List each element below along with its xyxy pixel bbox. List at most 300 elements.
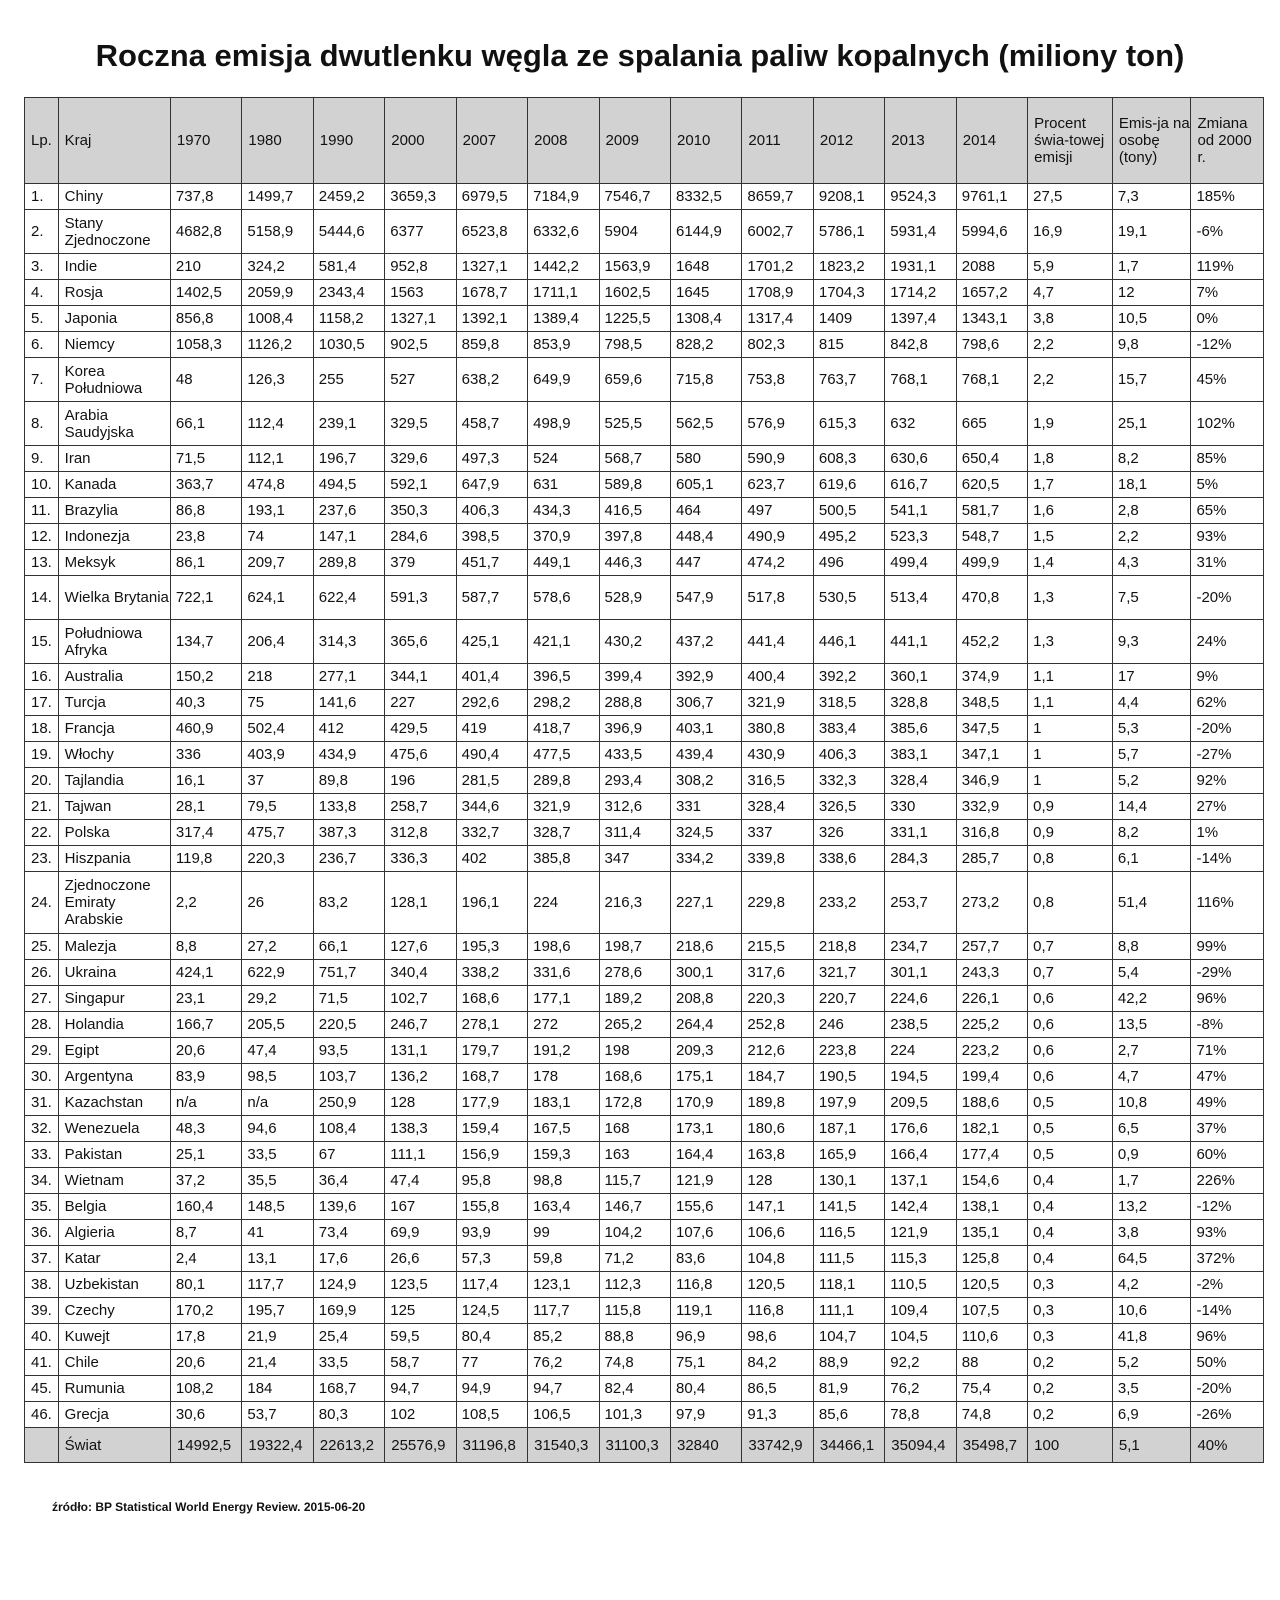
table-cell: 156,9	[456, 1142, 527, 1168]
table-cell: 173,1	[670, 1116, 741, 1142]
table-cell: 184,7	[742, 1064, 813, 1090]
table-cell: 630,6	[885, 446, 956, 472]
table-cell: 29,2	[242, 986, 313, 1012]
table-cell: 128	[385, 1090, 456, 1116]
table-cell: 74	[242, 524, 313, 550]
table-cell: 177,9	[456, 1090, 527, 1116]
row-number: 27.	[25, 986, 59, 1012]
table-cell: 7,5	[1112, 576, 1191, 620]
table-cell: 547,9	[670, 576, 741, 620]
table-cell: 1931,1	[885, 254, 956, 280]
country-name: Malezja	[58, 934, 170, 960]
table-cell: 91,3	[742, 1402, 813, 1428]
table-cell: 430,9	[742, 742, 813, 768]
table-cell: 187,1	[813, 1116, 884, 1142]
table-cell: 591,3	[385, 576, 456, 620]
table-cell: 316,5	[742, 768, 813, 794]
table-cell: 497,3	[456, 446, 527, 472]
table-cell: 1030,5	[313, 332, 384, 358]
table-cell: 400,4	[742, 664, 813, 690]
table-cell: 0,4	[1028, 1220, 1113, 1246]
table-cell: 167	[385, 1194, 456, 1220]
country-name: Korea Południowa	[58, 358, 170, 402]
table-cell: 412	[313, 716, 384, 742]
table-cell: 0,5	[1028, 1090, 1113, 1116]
table-cell: 2,2	[1112, 524, 1191, 550]
table-cell: 6144,9	[670, 210, 741, 254]
table-cell: 578,6	[528, 576, 599, 620]
table-cell: 402	[456, 846, 527, 872]
table-cell: 5,3	[1112, 716, 1191, 742]
table-cell: 350,3	[385, 498, 456, 524]
row-number: 4.	[25, 280, 59, 306]
table-cell: 620,5	[956, 472, 1027, 498]
table-cell: 308,2	[670, 768, 741, 794]
table-cell: 853,9	[528, 332, 599, 358]
table-cell: 125,8	[956, 1246, 1027, 1272]
table-cell: 6979,5	[456, 184, 527, 210]
table-cell: 112,4	[242, 402, 313, 446]
table-row	[25, 1168, 1264, 1194]
table-cell: 5786,1	[813, 210, 884, 254]
table-cell: 317,6	[742, 960, 813, 986]
table-cell: 278,6	[599, 960, 670, 986]
table-cell: 632	[885, 402, 956, 446]
table-cell: 77	[456, 1350, 527, 1376]
table-cell: 500,5	[813, 498, 884, 524]
country-name: Arabia Saudyjska	[58, 402, 170, 446]
table-row	[25, 820, 1264, 846]
table-cell: 722,1	[170, 576, 241, 620]
table-cell: 233,2	[813, 872, 884, 934]
table-cell: 115,7	[599, 1168, 670, 1194]
table-cell: 9208,1	[813, 184, 884, 210]
table-cell: 239,1	[313, 402, 384, 446]
row-number: 14.	[25, 576, 59, 620]
table-cell: 441,1	[885, 620, 956, 664]
table-cell: 622,9	[242, 960, 313, 986]
table-cell: 37%	[1191, 1116, 1264, 1142]
table-cell: 146,7	[599, 1194, 670, 1220]
table-cell: 209,5	[885, 1090, 956, 1116]
table-row	[25, 716, 1264, 742]
table-cell: 84,2	[742, 1350, 813, 1376]
table-cell: 83,2	[313, 872, 384, 934]
table-cell: 142,4	[885, 1194, 956, 1220]
table-cell: 332,3	[813, 768, 884, 794]
table-cell: 293,4	[599, 768, 670, 794]
footer-cell: 32840	[670, 1428, 741, 1463]
column-header: Zmiana od 2000 r.	[1191, 98, 1264, 184]
table-cell: 616,7	[885, 472, 956, 498]
table-cell: 0,6	[1028, 986, 1113, 1012]
row-number: 16.	[25, 664, 59, 690]
footer-cell: 22613,2	[313, 1428, 384, 1463]
table-cell: 474,8	[242, 472, 313, 498]
table-cell: 284,3	[885, 846, 956, 872]
table-cell: 513,4	[885, 576, 956, 620]
table-cell: 608,3	[813, 446, 884, 472]
table-cell: 24%	[1191, 620, 1264, 664]
table-cell: 763,7	[813, 358, 884, 402]
column-header: 1970	[170, 98, 241, 184]
table-cell: 1,7	[1112, 254, 1191, 280]
country-name: Australia	[58, 664, 170, 690]
table-cell: 5,4	[1112, 960, 1191, 986]
table-cell: 98,8	[528, 1168, 599, 1194]
table-cell: 802,3	[742, 332, 813, 358]
table-cell: 447	[670, 550, 741, 576]
table-cell: 119%	[1191, 254, 1264, 280]
table-cell: 902,5	[385, 332, 456, 358]
table-cell: 198,6	[528, 934, 599, 960]
country-name: Katar	[58, 1246, 170, 1272]
table-cell: 25,4	[313, 1324, 384, 1350]
table-cell: 138,3	[385, 1116, 456, 1142]
table-cell: 33,5	[313, 1350, 384, 1376]
table-cell: 176,6	[885, 1116, 956, 1142]
table-cell: -29%	[1191, 960, 1264, 986]
row-number: 17.	[25, 690, 59, 716]
column-header: Kraj	[58, 98, 170, 184]
world-label: Świat	[58, 1428, 170, 1463]
table-cell: 363,7	[170, 472, 241, 498]
table-cell: 306,7	[670, 690, 741, 716]
table-cell: 2459,2	[313, 184, 384, 210]
table-cell: 292,6	[456, 690, 527, 716]
table-cell: 116,5	[813, 1220, 884, 1246]
table-cell: 1,7	[1112, 1168, 1191, 1194]
table-cell: 0,4	[1028, 1194, 1113, 1220]
table-cell: 17	[1112, 664, 1191, 690]
table-cell: 1711,1	[528, 280, 599, 306]
table-cell: 42,2	[1112, 986, 1191, 1012]
table-row	[25, 524, 1264, 550]
table-cell: 9761,1	[956, 184, 1027, 210]
table-row	[25, 986, 1264, 1012]
table-cell: 272	[528, 1012, 599, 1038]
table-row	[25, 960, 1264, 986]
row-number: 46.	[25, 1402, 59, 1428]
table-cell: 952,8	[385, 254, 456, 280]
table-cell: 528,9	[599, 576, 670, 620]
table-cell: 20,6	[170, 1350, 241, 1376]
table-cell: 328,4	[742, 794, 813, 820]
table-cell: 2343,4	[313, 280, 384, 306]
table-row	[25, 664, 1264, 690]
table-cell: 1,6	[1028, 498, 1113, 524]
table-cell: 278,1	[456, 1012, 527, 1038]
table-row	[25, 1064, 1264, 1090]
table-cell: 344,1	[385, 664, 456, 690]
country-name: Polska	[58, 820, 170, 846]
table-cell: 2,2	[170, 872, 241, 934]
table-cell: 374,9	[956, 664, 1027, 690]
table-footer-row	[25, 1428, 1264, 1463]
table-cell: 208,8	[670, 986, 741, 1012]
table-cell: 392,2	[813, 664, 884, 690]
row-number: 20.	[25, 768, 59, 794]
table-cell: 1704,3	[813, 280, 884, 306]
table-cell: 26	[242, 872, 313, 934]
table-cell: 326	[813, 820, 884, 846]
table-cell: 3,5	[1112, 1376, 1191, 1402]
table-cell: 372%	[1191, 1246, 1264, 1272]
column-header: 2011	[742, 98, 813, 184]
table-cell: 48,3	[170, 1116, 241, 1142]
table-row	[25, 332, 1264, 358]
table-cell: 252,8	[742, 1012, 813, 1038]
table-cell: 93,9	[456, 1220, 527, 1246]
table-cell: 1126,2	[242, 332, 313, 358]
table-cell: 326,5	[813, 794, 884, 820]
table-cell: 397,8	[599, 524, 670, 550]
table-row	[25, 184, 1264, 210]
table-cell: 104,7	[813, 1324, 884, 1350]
table-cell: 21,9	[242, 1324, 313, 1350]
table-cell: 102	[385, 1402, 456, 1428]
table-cell: 1	[1028, 768, 1113, 794]
table-cell: 498,9	[528, 402, 599, 446]
table-cell: 490,9	[742, 524, 813, 550]
table-cell: 477,5	[528, 742, 599, 768]
table-cell: 223,8	[813, 1038, 884, 1064]
table-cell: 0,9	[1028, 820, 1113, 846]
table-cell: 496	[813, 550, 884, 576]
table-row	[25, 794, 1264, 820]
table-cell: 137,1	[885, 1168, 956, 1194]
country-name: Chile	[58, 1350, 170, 1376]
table-cell: 346,9	[956, 768, 1027, 794]
table-cell: 16,9	[1028, 210, 1113, 254]
table-cell: 88,9	[813, 1350, 884, 1376]
table-cell: 1678,7	[456, 280, 527, 306]
table-cell: 1327,1	[456, 254, 527, 280]
table-cell: 6,5	[1112, 1116, 1191, 1142]
table-cell: 499,9	[956, 550, 1027, 576]
table-cell: 470,8	[956, 576, 1027, 620]
table-cell: 383,4	[813, 716, 884, 742]
table-cell: 329,6	[385, 446, 456, 472]
table-cell: 79,5	[242, 794, 313, 820]
table-cell: 9524,3	[885, 184, 956, 210]
table-cell: 94,7	[528, 1376, 599, 1402]
table-cell: 798,5	[599, 332, 670, 358]
table-cell: 311,4	[599, 820, 670, 846]
table-row	[25, 550, 1264, 576]
table-cell: 80,4	[456, 1324, 527, 1350]
table-cell: 497	[742, 498, 813, 524]
table-cell: 218,8	[813, 934, 884, 960]
table-cell: 434,3	[528, 498, 599, 524]
table-cell: 0,6	[1028, 1038, 1113, 1064]
table-cell: 229,8	[742, 872, 813, 934]
table-cell: 475,7	[242, 820, 313, 846]
table-cell: 502,4	[242, 716, 313, 742]
table-cell: 421,1	[528, 620, 599, 664]
table-cell: 425,1	[456, 620, 527, 664]
table-cell: 163	[599, 1142, 670, 1168]
table-cell: 108,5	[456, 1402, 527, 1428]
table-cell: 93%	[1191, 1220, 1264, 1246]
table-cell: 8,2	[1112, 446, 1191, 472]
table-cell: 86,1	[170, 550, 241, 576]
row-number: 7.	[25, 358, 59, 402]
row-number: 19.	[25, 742, 59, 768]
table-cell: 121,9	[885, 1220, 956, 1246]
country-name: Singapur	[58, 986, 170, 1012]
table-cell: 517,8	[742, 576, 813, 620]
table-cell: 1499,7	[242, 184, 313, 210]
table-cell: 31%	[1191, 550, 1264, 576]
table-cell: 1,8	[1028, 446, 1113, 472]
table-cell: 36,4	[313, 1168, 384, 1194]
row-number: 40.	[25, 1324, 59, 1350]
column-header: 2009	[599, 98, 670, 184]
table-cell: 2088	[956, 254, 1027, 280]
row-number: 25.	[25, 934, 59, 960]
table-cell: 289,8	[313, 550, 384, 576]
table-cell: 338,6	[813, 846, 884, 872]
table-cell: 75	[242, 690, 313, 716]
table-cell: 195,3	[456, 934, 527, 960]
table-cell: 647,9	[456, 472, 527, 498]
table-cell: 120,5	[742, 1272, 813, 1298]
table-cell: 106,5	[528, 1402, 599, 1428]
table-cell: 75,1	[670, 1350, 741, 1376]
table-cell: 5158,9	[242, 210, 313, 254]
table-cell: 71,5	[313, 986, 384, 1012]
table-cell: 1308,4	[670, 306, 741, 332]
table-cell: 0,4	[1028, 1168, 1113, 1194]
row-number: 23.	[25, 846, 59, 872]
table-row	[25, 690, 1264, 716]
country-name: Egipt	[58, 1038, 170, 1064]
table-cell: 112,3	[599, 1272, 670, 1298]
table-cell: 581,4	[313, 254, 384, 280]
table-cell: 80,1	[170, 1272, 241, 1298]
table-cell: 196,1	[456, 872, 527, 934]
table-cell: 317,4	[170, 820, 241, 846]
country-name: Algieria	[58, 1220, 170, 1246]
table-cell: 76,2	[528, 1350, 599, 1376]
table-cell: 541,1	[885, 498, 956, 524]
footer-cell: 19322,4	[242, 1428, 313, 1463]
table-cell: 104,5	[885, 1324, 956, 1350]
table-cell: 246	[813, 1012, 884, 1038]
table-cell: 74,8	[956, 1402, 1027, 1428]
table-cell: 0,2	[1028, 1350, 1113, 1376]
footer-cell: 31196,8	[456, 1428, 527, 1463]
table-row	[25, 280, 1264, 306]
table-cell: 1645	[670, 280, 741, 306]
table-cell: 8,8	[1112, 934, 1191, 960]
table-cell: 78,8	[885, 1402, 956, 1428]
table-cell: 59,5	[385, 1324, 456, 1350]
footer-cell: 35498,7	[956, 1428, 1027, 1463]
country-name: Tajwan	[58, 794, 170, 820]
table-cell: 237,6	[313, 498, 384, 524]
table-cell: 406,3	[813, 742, 884, 768]
table-cell: 1,3	[1028, 620, 1113, 664]
table-cell: 198	[599, 1038, 670, 1064]
source-note: źródło: BP Statistical World Energy Review. 2015-06-20	[52, 1500, 366, 1514]
row-number: 24.	[25, 872, 59, 934]
country-name: Iran	[58, 446, 170, 472]
table-cell: 650,4	[956, 446, 1027, 472]
table-cell: 196	[385, 768, 456, 794]
table-cell: 71,5	[170, 446, 241, 472]
table-cell: 523,3	[885, 524, 956, 550]
country-name: Południowa Afryka	[58, 620, 170, 664]
table-cell: 88,8	[599, 1324, 670, 1350]
table-cell: 102,7	[385, 986, 456, 1012]
country-name: Kanada	[58, 472, 170, 498]
column-header: 1990	[313, 98, 384, 184]
table-row	[25, 358, 1264, 402]
table-cell: 250,9	[313, 1090, 384, 1116]
table-cell: 175,1	[670, 1064, 741, 1090]
table-cell: 324,5	[670, 820, 741, 846]
table-cell: 193,1	[242, 498, 313, 524]
table-cell: 124,9	[313, 1272, 384, 1298]
table-cell: 197,9	[813, 1090, 884, 1116]
table-cell: 117,4	[456, 1272, 527, 1298]
table-cell: 168,6	[456, 986, 527, 1012]
table-cell: 45%	[1191, 358, 1264, 402]
table-cell: 0,8	[1028, 872, 1113, 934]
country-name: Rumunia	[58, 1376, 170, 1402]
table-cell: 316,8	[956, 820, 1027, 846]
country-name: Argentyna	[58, 1064, 170, 1090]
table-cell: 340,4	[385, 960, 456, 986]
table-cell: 328,8	[885, 690, 956, 716]
row-number: 38.	[25, 1272, 59, 1298]
table-cell: 2,8	[1112, 498, 1191, 524]
table-cell: 2,2	[1028, 358, 1113, 402]
table-cell: 321,7	[813, 960, 884, 986]
table-cell: 530,5	[813, 576, 884, 620]
table-cell: 344,6	[456, 794, 527, 820]
table-cell: 4,4	[1112, 690, 1191, 716]
country-name: Japonia	[58, 306, 170, 332]
table-cell: 148,5	[242, 1194, 313, 1220]
table-cell: 314,3	[313, 620, 384, 664]
table-cell: 429,5	[385, 716, 456, 742]
table-cell: 1701,2	[742, 254, 813, 280]
table-cell: 434,9	[313, 742, 384, 768]
table-row	[25, 1246, 1264, 1272]
emissions-table	[24, 97, 1264, 1463]
table-cell: 88	[956, 1350, 1027, 1376]
table-cell: 0,3	[1028, 1298, 1113, 1324]
table-cell: 92,2	[885, 1350, 956, 1376]
table-cell: 753,8	[742, 358, 813, 402]
country-name: Kazachstan	[58, 1090, 170, 1116]
row-number: 36.	[25, 1220, 59, 1246]
table-cell: 7%	[1191, 280, 1264, 306]
country-name: Indonezja	[58, 524, 170, 550]
table-row	[25, 306, 1264, 332]
table-cell: -14%	[1191, 846, 1264, 872]
table-cell: 9,3	[1112, 620, 1191, 664]
table-cell: 25,1	[1112, 402, 1191, 446]
table-cell: 581,7	[956, 498, 1027, 524]
table-cell: 360,1	[885, 664, 956, 690]
table-cell: 62%	[1191, 690, 1264, 716]
table-cell: 1,1	[1028, 664, 1113, 690]
table-cell: 6,1	[1112, 846, 1191, 872]
